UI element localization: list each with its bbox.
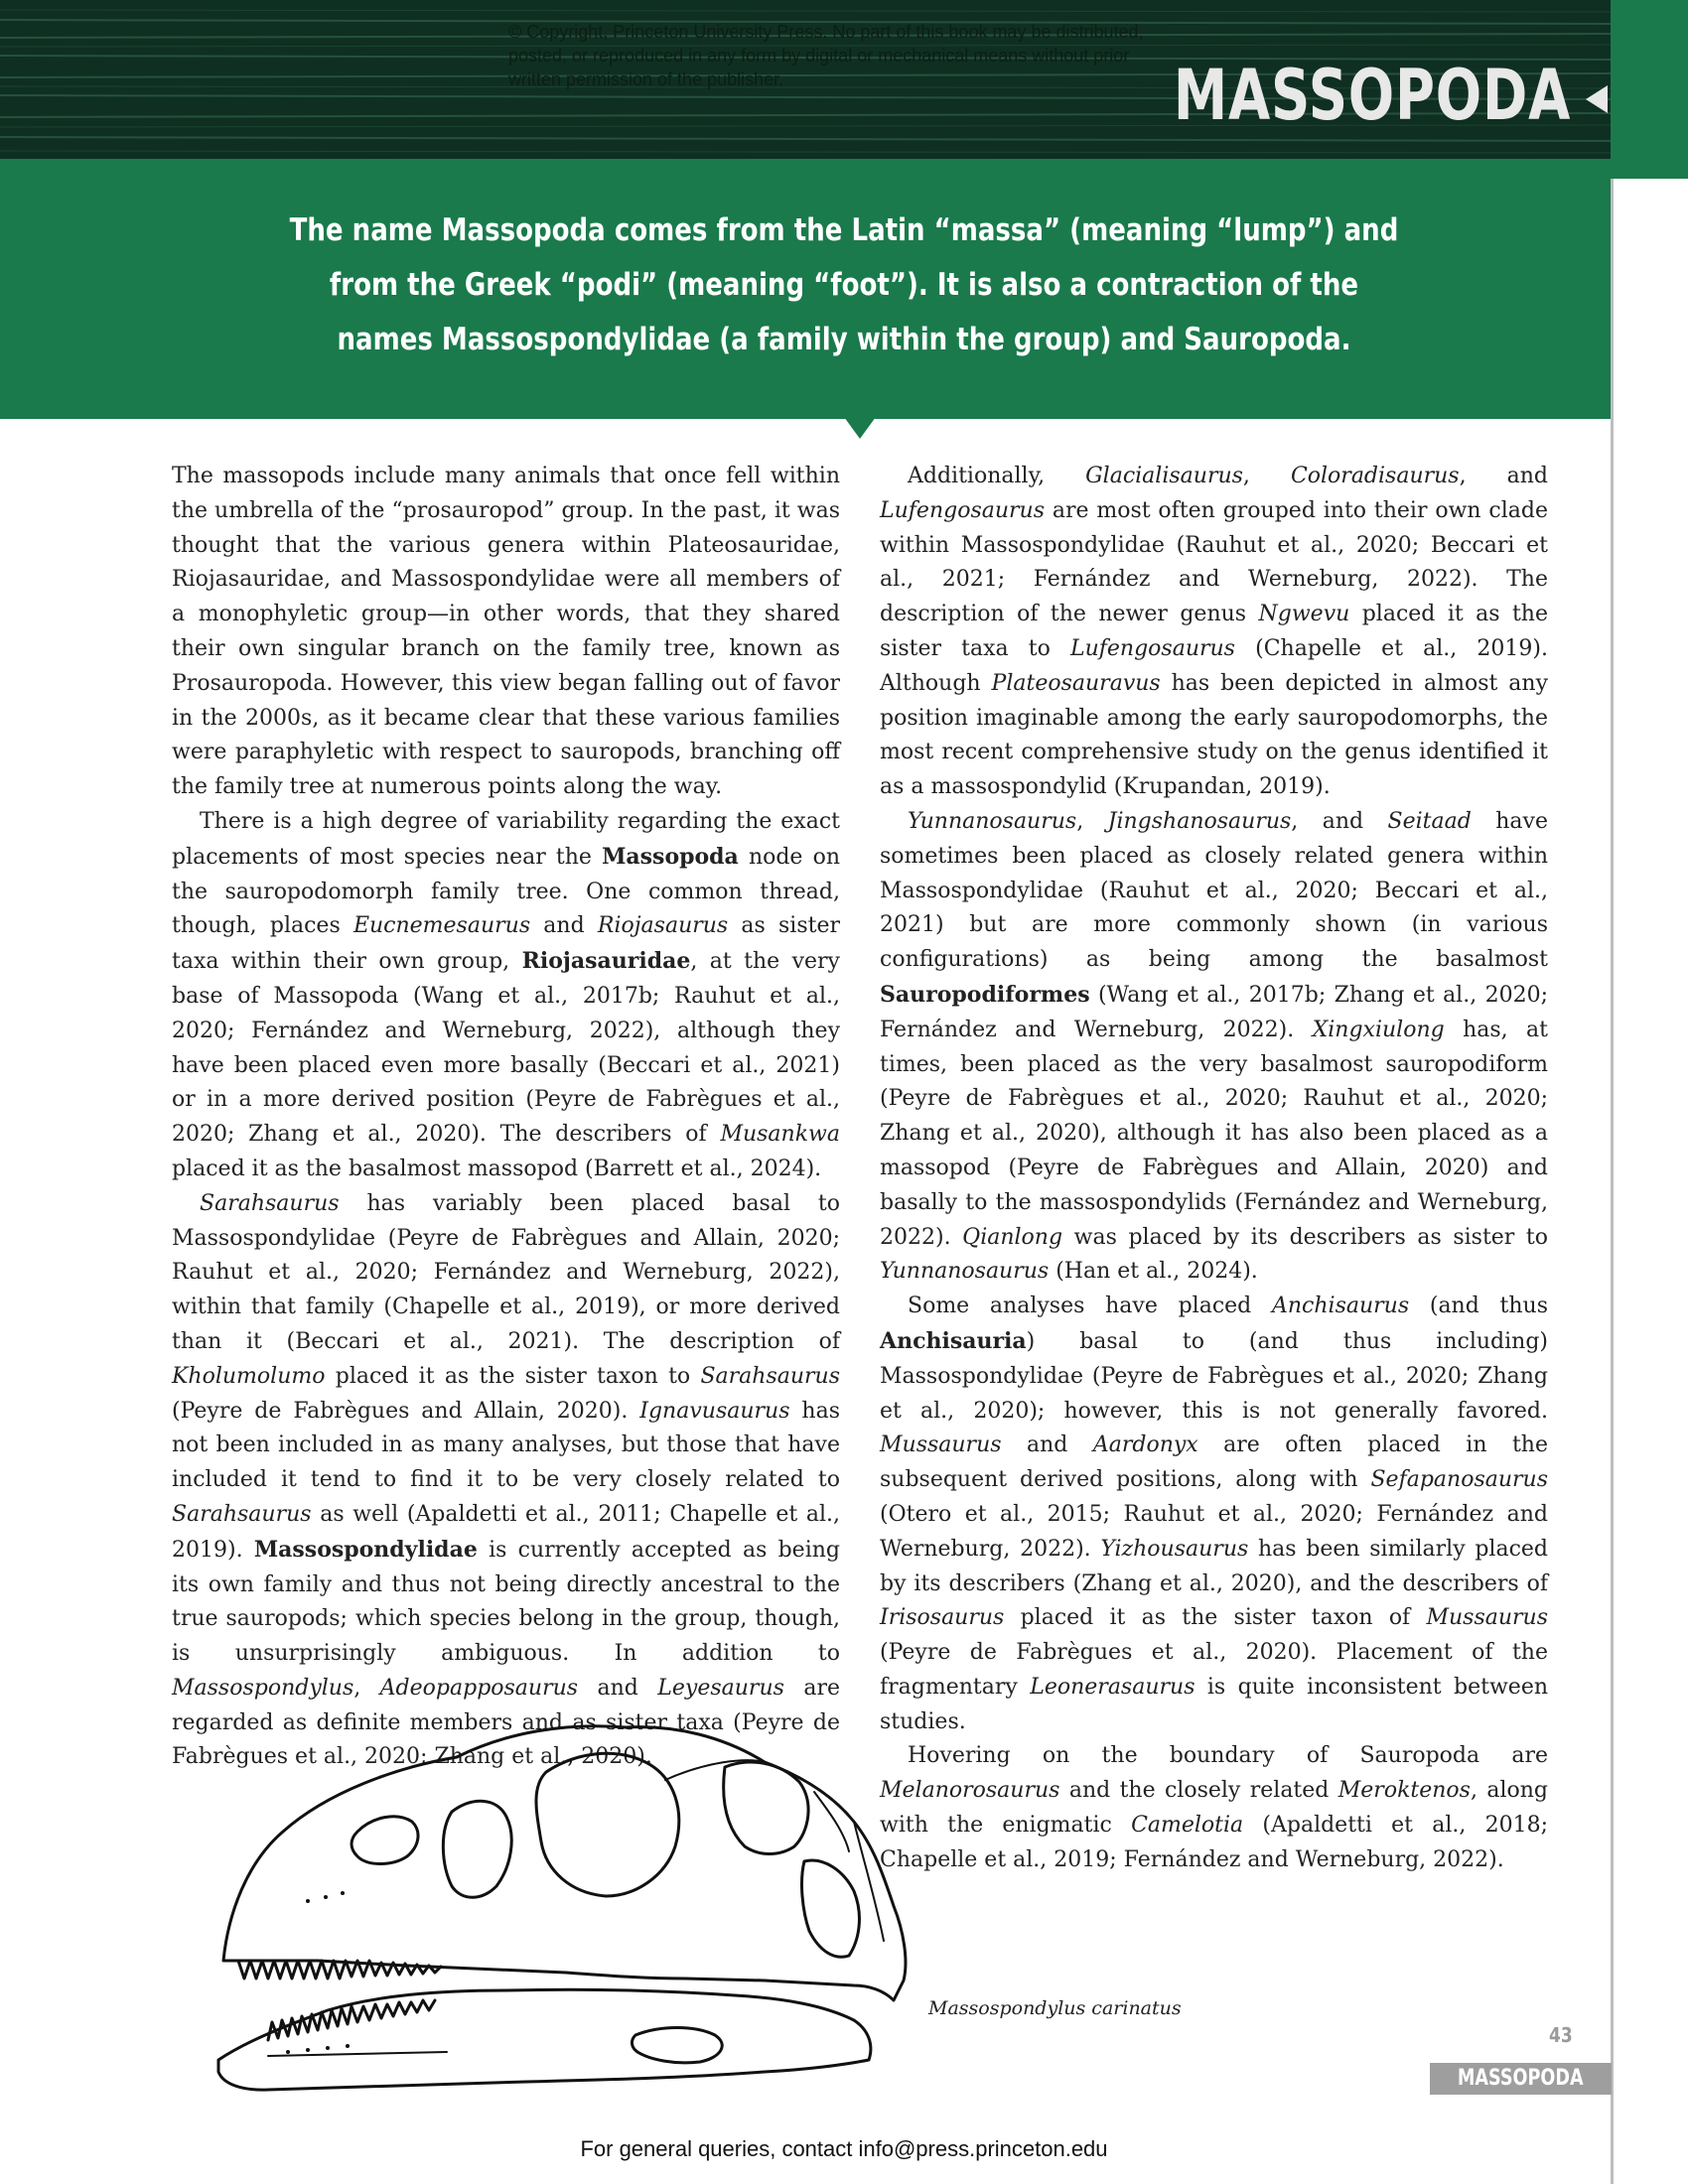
text-run: and [530, 913, 598, 939]
text-run: (Peyre de Fabrègues and Allain, 2020). [172, 1398, 640, 1424]
bold-term: Sauropodiformes [880, 981, 1090, 1008]
text-run: (Otero et al., 2015; Rauhut et al., 2020; Fernández and Werneburg, 2022). [880, 1501, 1548, 1562]
italic-term: Jingshanosaurus [1107, 808, 1292, 834]
footer-section-label-text: MASSOPODA [1458, 2066, 1584, 2091]
text-run: There is a high degree of variability regarding the exact placements of most species near the [172, 808, 840, 870]
italic-term: Yunnanosaurus [908, 808, 1077, 834]
title-arrow-icon [1586, 85, 1608, 113]
text-run: Hovering on the boundary of Sauropoda are [908, 1743, 1548, 1769]
italic-term: Yizhousaurus [1100, 1536, 1249, 1562]
text-run: has variably been placed basal to Massospondylidae (Peyre de Fabrègues and Allain, 2020; Rauhut et al., 2020; Fernández and Werneburg, 2022), within that family (Chapelle et al., 2019), or more derived than it (Beccari et al., 2021). The description of [172, 1190, 840, 1354]
bold-term: Massospondylidae [253, 1536, 478, 1563]
text-run: placed it as the sister taxa to [880, 602, 1548, 661]
body-paragraph [880, 1290, 1548, 1739]
text-run: (Chapelle et al., 2019). Although [880, 635, 1548, 696]
italic-term: Sarahsaurus [172, 1501, 312, 1527]
banner-pointer-icon [844, 417, 876, 439]
skull-mandibular-fenestra [632, 2028, 722, 2063]
bold-term: Riojasauridae [521, 948, 691, 975]
text-run: and [578, 1675, 658, 1701]
italic-term: Sarahsaurus [700, 1363, 840, 1389]
italic-term: Coloradisaurus [1290, 464, 1460, 488]
text-run: are regarded as definite members and as sister taxa (Peyre de Fabrègues et al., 2020; Zhang et al., 2020). [172, 1675, 840, 1770]
italic-term: Melanorosaurus [880, 1778, 1060, 1804]
left-column [172, 460, 840, 1775]
italic-term: Ngwevu [1258, 602, 1350, 627]
text-run: (Peyre de Fabrègues et al., 2020). Placement of the fragmentary [880, 1640, 1548, 1700]
section-title: MASSOPODA [1173, 55, 1571, 136]
italic-term: Irisosaurus [880, 1605, 1005, 1631]
bold-term: Massopoda [602, 843, 739, 870]
text-run: are often placed in the subsequent derived positions, along with [880, 1433, 1548, 1493]
text-run: as well (Apaldetti et al., 2011; Chapelle et al., 2019). [172, 1501, 840, 1563]
text-run: was placed by its describers as sister to [1062, 1224, 1548, 1250]
skull-lower-teeth [268, 2000, 435, 2040]
body-paragraph [172, 805, 840, 1187]
text-run: , [1076, 808, 1108, 834]
text-run: , and [1459, 464, 1548, 488]
italic-term: Riojasaurus [597, 913, 729, 939]
italic-term: Lufengosaurus [1069, 635, 1235, 661]
italic-term: Lufengosaurus [880, 497, 1045, 523]
text-run: has not been included in as many analyses, but those that have included it tend to find it to be very closely related to [172, 1398, 840, 1493]
text-run: (Wang et al., 2017b; Zhang et al., 2020; Fernández and Werneburg, 2022). [880, 982, 1548, 1042]
body-paragraph [880, 460, 1548, 805]
italic-term: Massospondylus [172, 1675, 354, 1701]
skull-lower-temporal [802, 1860, 860, 1957]
page-number: 43 [1549, 2023, 1573, 2047]
text-run: (Apaldetti et al., 2018; Chapelle et al., 2019; Fernández and Werneburg, 2022). [880, 1813, 1548, 1872]
text-run: Some analyses have placed [908, 1294, 1272, 1319]
text-run: (Han et al., 2024). [1049, 1259, 1258, 1285]
text-run: and [1001, 1433, 1093, 1458]
text-run: as sister taxa within their own group, [172, 913, 841, 975]
text-run: is quite inconsistent between studies. [880, 1674, 1549, 1734]
body-paragraph [880, 805, 1548, 1290]
skull-lower-jaw [218, 1989, 871, 2090]
italic-term: Kholumolumo [172, 1363, 326, 1389]
italic-term: Plateosauravus [991, 670, 1161, 696]
text-run: has, at times, been placed as the very basalmost sauropodiform (Peyre de Fabrègues et al., 2020; Rauhut et al., 2020; Zhang et al., 2020), although it has also been placed as a massopod (Peyre de Fabrègues and Allain, 2020) and basally to the massospondylids (Fernández and Werneburg, 2022). [880, 1017, 1548, 1250]
text-run: The massopods include many animals that once fell within the umbrella of the “prosauropod” group. In the past, it was thought that the various genera within Plateosauridae, Riojasauridae, and Massospondylidae were all members of a monophyletic group—in other words, that they shared their own singular branch on the family tree, known as Prosauropoda. However, this view began falling out of favor in the 2000s, as it became clear that these various families were paraphyletic with respect to sauropods, branching off the family tree at numerous points along the way. [172, 464, 840, 800]
italic-term: Mussaurus [880, 1433, 1002, 1458]
text-run: , and [1291, 808, 1388, 834]
text-run: , along with the enigmatic [880, 1778, 1548, 1839]
intro-text: The name Massopoda comes from the Latin “massa” (meaning “lump”) and from the Greek “podi” (meaning “foot”). It is also a contraction of the names Massospondylidae (a family within the group) and Sauropoda. [289, 212, 1399, 357]
text-run: and the closely related [1059, 1778, 1338, 1804]
italic-term: Glacialisaurus [1085, 464, 1243, 488]
italic-term: Leyesaurus [657, 1675, 784, 1701]
text-run: have sometimes been placed as closely related genera within Massospondylidae (Rauhut et al., 2020; Beccari et al., 2021) but are more commonly shown (in various configurations) as being among the basalmost [880, 808, 1548, 973]
text-run: has been similarly placed by its describers (Zhang et al., 2020), and the describers of [880, 1536, 1548, 1596]
section-tab [1611, 0, 1688, 179]
italic-term: Adeopapposaurus [379, 1675, 579, 1701]
italic-term: Leonerasaurus [1030, 1674, 1196, 1700]
italic-term: Sarahsaurus [200, 1190, 340, 1216]
text-run: placed it as the basalmost massopod (Barrett et al., 2024). [172, 1156, 822, 1181]
italic-term: Seitaad [1387, 808, 1472, 834]
italic-term: Anchisaurus [1271, 1294, 1410, 1319]
italic-term: Sefapanosaurus [1370, 1467, 1548, 1493]
italic-term: Meroktenos [1337, 1778, 1471, 1804]
text-run: ) basal to (and thus including) Massospondylidae (Peyre de Fabrègues et al., 2020; Zhang et al., 2020); however, this is not generally favored. [880, 1328, 1548, 1424]
text-run: node on the sauropodomorph family tree. One common thread, though, places [172, 844, 840, 939]
margin-strip [1611, 179, 1614, 2184]
skull-illustration [209, 1663, 923, 2100]
skull-orbit [536, 1753, 679, 1896]
italic-term: Musankwa [720, 1122, 840, 1148]
body-paragraph [172, 460, 840, 805]
bold-term: Anchisauria [880, 1327, 1027, 1354]
copyright-notice: © Copyright, Princeton University Press. No part of this book may be distributed, posted, or reproduced in any form by digital or mechanical means without prior written permission of the publisher. [508, 22, 1144, 89]
text-run: placed it as the sister taxon to [325, 1363, 701, 1389]
text-run: is currently accepted as being its own family and thus not being directly ancestral to the true sauropods; which species belong in the group, though, is unsurprisingly ambiguous. In addition to [172, 1537, 840, 1667]
contact-line: For general queries, contact info@press.princeton.edu [580, 2136, 1108, 2161]
text-run: , [353, 1675, 380, 1701]
italic-term: Yunnanosaurus [880, 1259, 1050, 1285]
text-run: are most often grouped into their own clade within Massospondylidae (Rauhut et al., 2020; Beccari et al., 2021; Fernández and Werneburg, 2022). The description of the newer genus [880, 497, 1548, 627]
text-run: , at the very base of Massopoda (Wang et al., 2017b; Rauhut et al., 2020; Fernández and Werneburg, 2022), although they have been placed even more basally (Beccari et al., 2021) or in a more derived position (Peyre de Fabrègues et al., 2020; Zhang et al., 2020). The describers of [172, 949, 840, 1148]
italic-term: Camelotia [1131, 1813, 1244, 1839]
italic-term: Eucnemesaurus [352, 913, 531, 939]
skull-naris [352, 1817, 418, 1864]
text-run: (and thus [1409, 1294, 1549, 1319]
text-run: Additionally, [908, 464, 1086, 488]
footer-section-label [1430, 2063, 1612, 2095]
figure-caption: Massospondylus carinatus [928, 1997, 1182, 2019]
text-run: , [1242, 464, 1291, 488]
italic-term: Mussaurus [1426, 1605, 1548, 1631]
italic-term: Qianlong [962, 1224, 1063, 1250]
text-run: placed it as the sister taxon of [1004, 1605, 1427, 1631]
italic-term: Ignavusaurus [639, 1398, 790, 1424]
text-run: has been depicted in almost any position imaginable among the early sauropodomorphs, the most recent comprehensive study on the genus identified it as a massospondylid (Krupandan, 2019). [880, 670, 1549, 800]
body-paragraph [880, 1739, 1548, 1877]
italic-term: Aardonyx [1092, 1433, 1198, 1458]
skull-antorbital-fenestra [443, 1801, 511, 1897]
right-column [880, 460, 1548, 1878]
italic-term: Xingxiulong [1312, 1017, 1445, 1042]
